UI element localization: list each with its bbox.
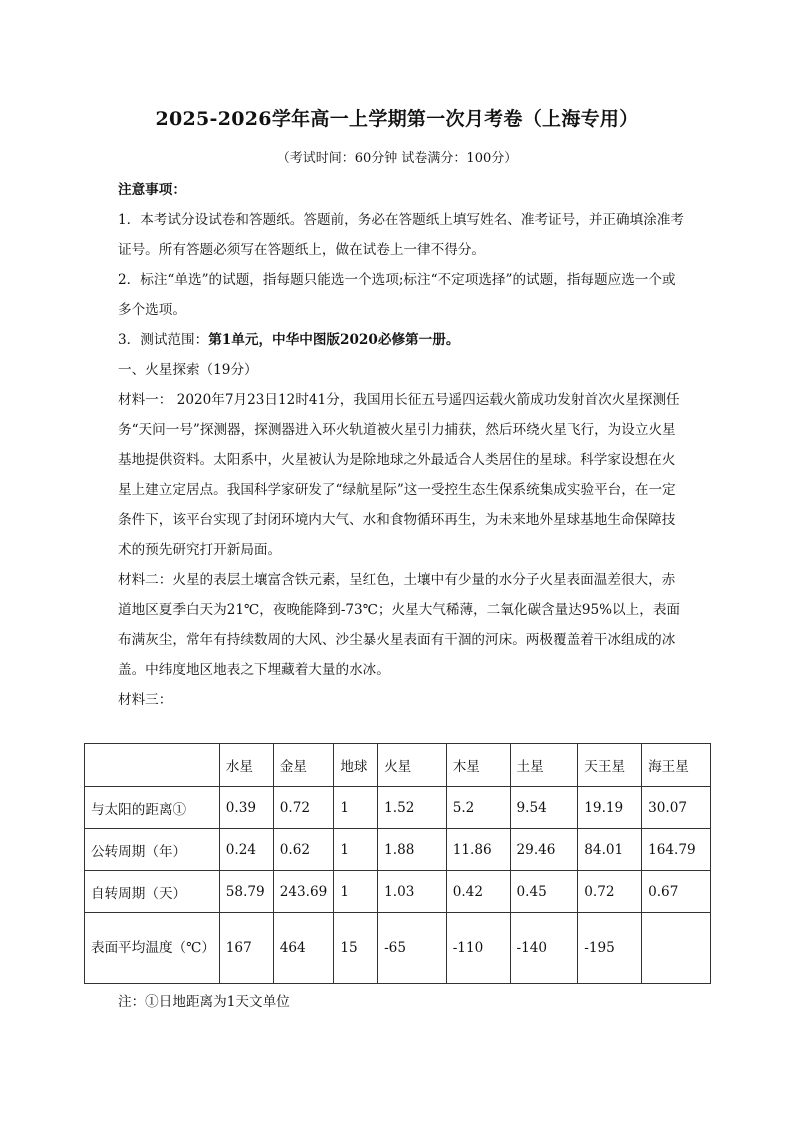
table-row-label: 公转周期（年） xyxy=(85,829,220,871)
table-cell: 164.79 xyxy=(642,829,711,871)
table-header-cell: 土星 xyxy=(510,744,578,787)
table-cell: 1.03 xyxy=(378,871,447,913)
table-header-cell: 水星 xyxy=(219,744,273,787)
table-cell: 0.67 xyxy=(642,871,711,913)
table-row-label: 与太阳的距离① xyxy=(85,787,220,829)
exam-body xyxy=(118,175,684,715)
table-header-cell: 天王星 xyxy=(578,744,642,787)
table-row xyxy=(85,787,711,829)
scope-prefix: 3．测试范围： xyxy=(118,332,209,348)
scope-text: 第1单元，中华中图版2020必修第一册。 xyxy=(208,332,460,348)
table-cell: 1.88 xyxy=(378,829,447,871)
table-cell: 1 xyxy=(334,871,378,913)
table-header-row xyxy=(85,744,711,787)
table-header-cell: 金星 xyxy=(273,744,334,787)
planet-data-table xyxy=(84,743,711,984)
table-header-cell: 木星 xyxy=(446,744,510,787)
table-cell: 19.19 xyxy=(578,787,642,829)
table-cell: -140 xyxy=(510,913,578,984)
table-cell xyxy=(642,913,711,984)
table-cell: 0.62 xyxy=(273,829,334,871)
material-1: 材料一： 2020年7月23日12时41分，我国用长征五号遥四运载火箭成功发射首次火星探测任务“天问一号”探测器，探测器进入环火轨道被火星引力捕获，然后环绕火星飞行，为设立火星基地提供资料。太阳系中，火星被认为是除地球之外最适合人类居住的星球。科学家设想在火星上建立定居点。我国科学家研发了“绿航星际”这一受控生态生保系统集成实验平台，在一定条件下，该平台实现了封闭环境内大气、水和食物循环再生，为未来地外星球基地生命保障技术的预先研究打开新局面。 xyxy=(118,392,680,558)
table-cell: -65 xyxy=(378,913,447,984)
table-cell: 0.72 xyxy=(273,787,334,829)
table-row-label: 表面平均温度（℃） xyxy=(85,913,220,984)
table-row xyxy=(85,829,711,871)
table-header-cell: 地球 xyxy=(334,744,378,787)
table-cell: 0.39 xyxy=(219,787,273,829)
table-cell: 5.2 xyxy=(446,787,510,829)
table-cell: 0.45 xyxy=(510,871,578,913)
table-cell: 167 xyxy=(219,913,273,984)
exam-title: 2025-2026学年高一上学期第一次月考卷（上海专用） xyxy=(155,108,639,130)
table-cell: 0.24 xyxy=(219,829,273,871)
material-3-label: 材料三： xyxy=(118,692,173,708)
table-header-cell: 海王星 xyxy=(642,744,711,787)
table-cell: 11.86 xyxy=(446,829,510,871)
table-cell: 29.46 xyxy=(510,829,578,871)
material-2: 材料二：火星的表层土壤富含铁元素，呈红色，土壤中有少量的水分子火星表面温差很大，赤道地区夏季白天为21℃，夜晚能降到-73℃；火星大气稀薄，二氧化碳含量达95%以上，表面布满灰尘，常年有持续数周的大风、沙尘暴火星表面有干涸的河床。两极覆盖着干冰组成的冰盖。中纬度地区地表之下埋藏着大量的水冰。 xyxy=(118,572,681,678)
table-cell: -195 xyxy=(578,913,642,984)
table-cell: 464 xyxy=(273,913,334,984)
notice-item-3 xyxy=(118,325,684,355)
notice-item-2: 2．标注“单选”的试题，指每题只能选一个选项;标注“不定项选择”的试题，指每题应选一个或多个选项。 xyxy=(118,272,676,318)
table-row-label: 自转周期（天） xyxy=(85,871,220,913)
section-title: 一、火星探索（19分） xyxy=(118,362,258,378)
table-row xyxy=(85,871,711,913)
table-cell: 15 xyxy=(334,913,378,984)
table-cell: 58.79 xyxy=(219,871,273,913)
table-row xyxy=(85,913,711,984)
table-cell: 84.01 xyxy=(578,829,642,871)
table-cell: 9.54 xyxy=(510,787,578,829)
table-cell: -110 xyxy=(446,913,510,984)
table-cell: 1.52 xyxy=(378,787,447,829)
table-cell: 1 xyxy=(334,829,378,871)
table-cell: 30.07 xyxy=(642,787,711,829)
table-footnote: 注：①日地距离为1天文单位 xyxy=(118,994,290,1010)
table-header-cell: 火星 xyxy=(378,744,447,787)
table-header-cell xyxy=(85,744,220,787)
exam-subtitle: （考试时间：60分钟 试卷满分：100分） xyxy=(276,151,518,166)
table-cell: 0.72 xyxy=(578,871,642,913)
table-cell: 1 xyxy=(334,787,378,829)
notice-heading: 注意事项： xyxy=(118,182,186,198)
notice-item-1: 1．本考试分设试卷和答题纸。答题前，务必在答题纸上填写姓名、准考证号，并正确填涂准考证号。所有答题必须写在答题纸上，做在试卷上一律不得分。 xyxy=(118,212,684,258)
table-cell: 243.69 xyxy=(273,871,334,913)
table-cell: 0.42 xyxy=(446,871,510,913)
